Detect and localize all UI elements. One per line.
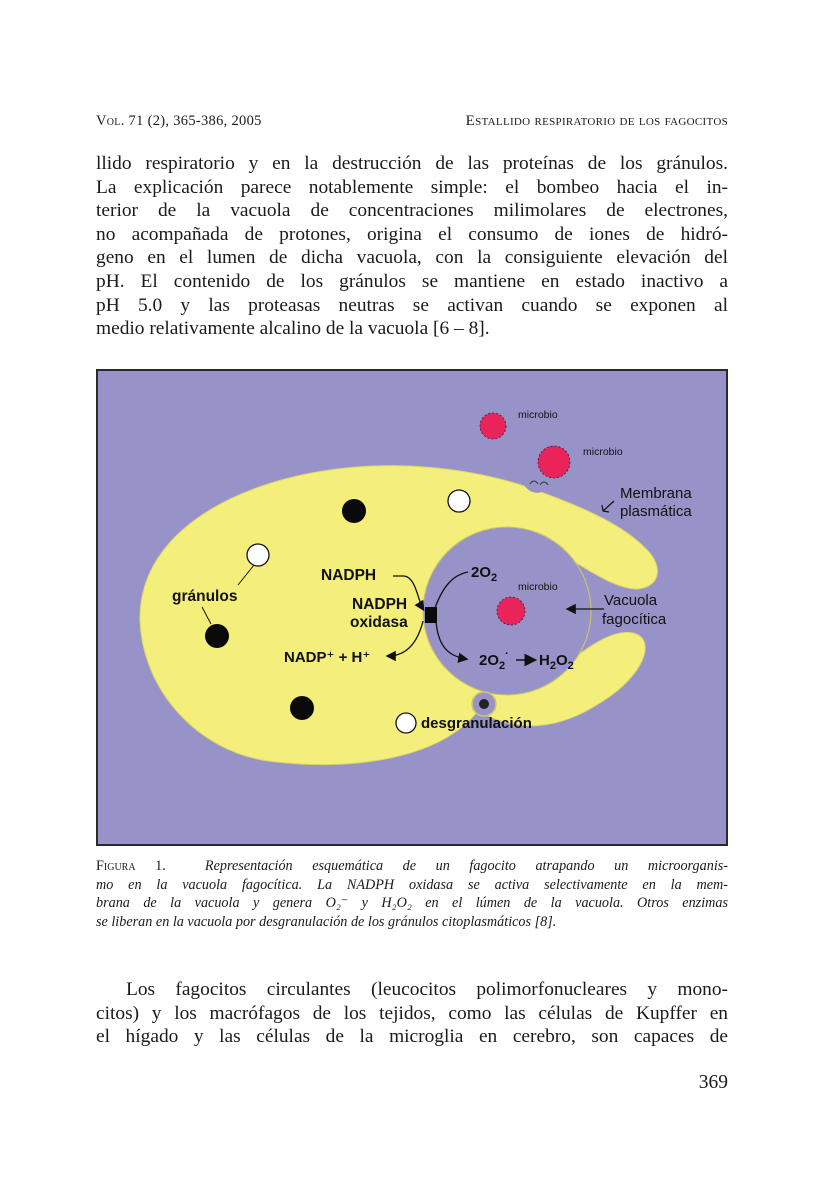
figure-caption xyxy=(96,857,728,931)
text-line: geno en el lumen de dicha vacuola, con la consiguiente elevación del xyxy=(96,247,728,269)
text-line: pH 5.0 y las proteasas neutras se activan cuando se exponen al xyxy=(96,294,728,316)
label-h2o2: $H_2O_2$ xyxy=(539,652,574,672)
label-desgranulacion: desgranulación xyxy=(421,715,532,732)
microbe-right xyxy=(538,446,570,478)
body-paragraph-1 xyxy=(96,152,728,341)
text-line: medio relativamente alcalino de la vacuola [6 – 8]. xyxy=(96,318,490,340)
label-fagocitica: fagocítica xyxy=(602,611,667,628)
granule-dark xyxy=(342,499,366,523)
label-vacuola: Vacuola xyxy=(604,592,658,609)
text-line: citos) y los macrófagos de los tejidos, como las células de Kupffer en xyxy=(96,1002,728,1024)
pointer-line xyxy=(603,501,614,511)
caption-line: se liberan en la vacuola por desgranulación de los gránulos citoplasmáticos [8]. xyxy=(96,913,557,930)
label-nadph-oxidasa: oxidasa xyxy=(350,614,408,631)
text-line: La explicación parece notablemente simple: el bombeo hacia el in- xyxy=(96,176,728,198)
label-nadph-oxidasa: NADPH xyxy=(352,596,408,613)
running-header xyxy=(96,113,728,133)
page-number: 369 xyxy=(698,1072,728,1093)
granule-dark xyxy=(205,624,229,648)
header-journal-info: Vol. 71 (2), 365-386, 2005 xyxy=(96,113,262,129)
caption-line xyxy=(96,857,728,876)
label-nadph: NADPH xyxy=(321,567,377,584)
text-line: Los fagocitos circulantes (leucocitos polimorfonucleares y mono- xyxy=(126,979,728,1000)
text-line: terior de la vacuola de concentraciones milimolares de electrones, xyxy=(96,200,728,222)
granule-light xyxy=(247,544,269,566)
microbe-in-vacuole xyxy=(497,597,525,625)
label-membrana: Membrana xyxy=(620,485,692,502)
caption-line: brana de la vacuola y genera O₂⁻ y H₂O₂ en el lúmen de la vacuola. Otros enzimas xyxy=(96,895,728,911)
label-o2-in: $2O_2$ xyxy=(471,564,498,584)
label-nadp: NADP⁺ + H⁺ xyxy=(284,649,371,666)
text-line: llido respiratorio y en la destrucción de las proteínas de los gránulos. xyxy=(96,153,728,174)
granule-dark xyxy=(290,696,314,720)
caption-label: Figura 1. xyxy=(96,858,166,874)
caption-text: Representación esquemática de un fagocito atrapando un microorganis- xyxy=(204,858,729,874)
receptor-marks xyxy=(530,481,548,485)
microbe-top xyxy=(480,413,506,439)
body-paragraph-2 xyxy=(96,978,728,1049)
label-granulos: gránulos xyxy=(172,588,238,605)
granule-light xyxy=(448,490,470,512)
label-superoxide: $2O_2^\cdot$ xyxy=(479,648,509,672)
label-microbio: microbio xyxy=(583,446,623,458)
text-line: pH. El contenido de los gránulos se mantiene en estado inactivo a xyxy=(96,270,728,292)
label-plasmatica: plasmática xyxy=(620,503,692,520)
text-line: el hígado y las células de la microglia en cerebro, son capaces de xyxy=(96,1026,728,1048)
nadph-oxidase-block xyxy=(425,607,437,623)
label-microbio: microbio xyxy=(518,581,558,593)
granule-light xyxy=(396,713,416,733)
caption-line: mo en la vacuola fagocítica. La NADPH oxidasa se activa selectivamente en la mem- xyxy=(96,876,728,893)
phagocyte-diagram xyxy=(98,371,728,846)
label-microbio: microbio xyxy=(518,409,558,421)
figure-diagram xyxy=(96,369,728,846)
text-line: no acompañada de protones, origina el consumo de iones de hidró- xyxy=(96,223,728,245)
header-article-title: Estallido respiratorio de los fagocitos xyxy=(465,113,728,129)
granule-degranulating-core xyxy=(479,699,489,709)
